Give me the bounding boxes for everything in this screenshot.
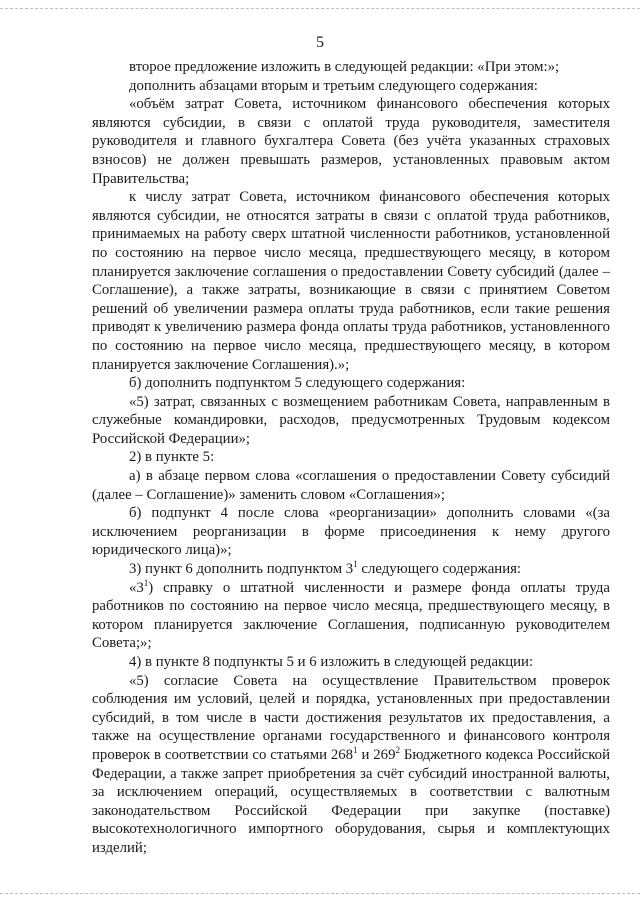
paragraph: 4) в пункте 8 подпункты 5 и 6 изложить в следующей редакции: <box>129 654 534 670</box>
text-run: «5) согласие Совета на осуществление Правительством проверок соблюдения им условий, целей и порядка, установленных при предоставлении субсидий, в том числе в части достижения результатов их предоставления, а также на осуществление органами государственного и финансового контроля проверок в соответствии со статьями 268 <box>92 672 610 763</box>
text-run: следующего содержания: <box>357 561 522 578</box>
superscript: 2 <box>395 744 400 755</box>
scan-edge-top <box>0 8 640 9</box>
superscript: 1 <box>143 577 149 588</box>
text-run: 3) пункт 6 дополнить подпунктом 3 <box>129 561 354 578</box>
paragraph: а) в абзаце первом слова «соглашения о предоставлении Совету субсидий (далее – Соглашение)» заменить словом «Соглашения»; <box>92 468 610 503</box>
document-body <box>92 58 610 858</box>
paragraph <box>92 579 610 653</box>
paragraph: б) дополнить подпунктом 5 следующего содержания: <box>129 375 466 392</box>
paragraph <box>92 672 610 858</box>
paragraph: б) подпункт 4 после слова «реорганизации» дополнить словами «(за исключением реорганизации в форме присоединения к нему другого юридического лица)»; <box>92 505 610 559</box>
superscript: 1 <box>353 744 358 755</box>
paragraph: к числу затрат Совета, источником финансового обеспечения которых являются субсидии, не относятся затраты в связи с оплатой труда работников, принимаемых на работу сверх штатной численности работников, установленной по состоянию на первое число месяца, предшествующего месяцу, в котором планируется заключение соглашения о предоставлении Совету субсидий (далее – Соглашение), а также затраты, возникающие в связи с принятием Советом решений об увеличении размера оплаты труда работников, если такие решения приводят к увеличению размера фонда оплаты труда работников, установленного по состоянию на первое число месяца, предшествующего месяцу, в котором планируется заключение Соглашения).»; <box>92 189 610 373</box>
paragraph: второе предложение изложить в следующей редакции: «При этом:»; <box>129 59 560 75</box>
paragraph: «объём затрат Совета, источником финансового обеспечения которых являются субсидии, в связи с оплатой труда руководителя, заместителя руководителя и главного бухгалтера Совета (без учёта указанных страховых взносов) не должен превышать размеров, установленных правовым актом Правительства; <box>92 96 610 187</box>
page-number: 5 <box>316 34 324 51</box>
text-run: «3 <box>129 579 144 596</box>
paragraph: 2) в пункте 5: <box>129 449 215 466</box>
paragraph <box>92 560 610 579</box>
text-run: ) справку о штатной численности и размере фонда оплаты труда работников по состоянию на первое число месяца, предшествующего месяцу, в котором планируется заключение Соглашения, подписанную руководителем Совета;»; <box>92 579 610 652</box>
text-run: и 269 <box>357 746 396 763</box>
paragraph: «5) затрат, связанных с возмещением работникам Совета, направленным в служебные командировки, расходов, предусмотренных Трудовым кодексом Российской Федерации»; <box>92 393 610 447</box>
text-run: Бюджетного кодекса Российской Федерации, а также запрет приобретения за счёт субсидий иностранной валюты, за исключением операций, осуществляемых в соответствии с валютным законодательством Российской Федерации при закупке (поставке) высокотехнологичного импортного оборудования, сырья и комплектующих изделий; <box>92 746 611 856</box>
scan-edge-bottom <box>0 893 640 894</box>
superscript: 1 <box>353 559 358 570</box>
paragraph: дополнить абзацами вторым и третьим следующего содержания: <box>129 77 538 94</box>
